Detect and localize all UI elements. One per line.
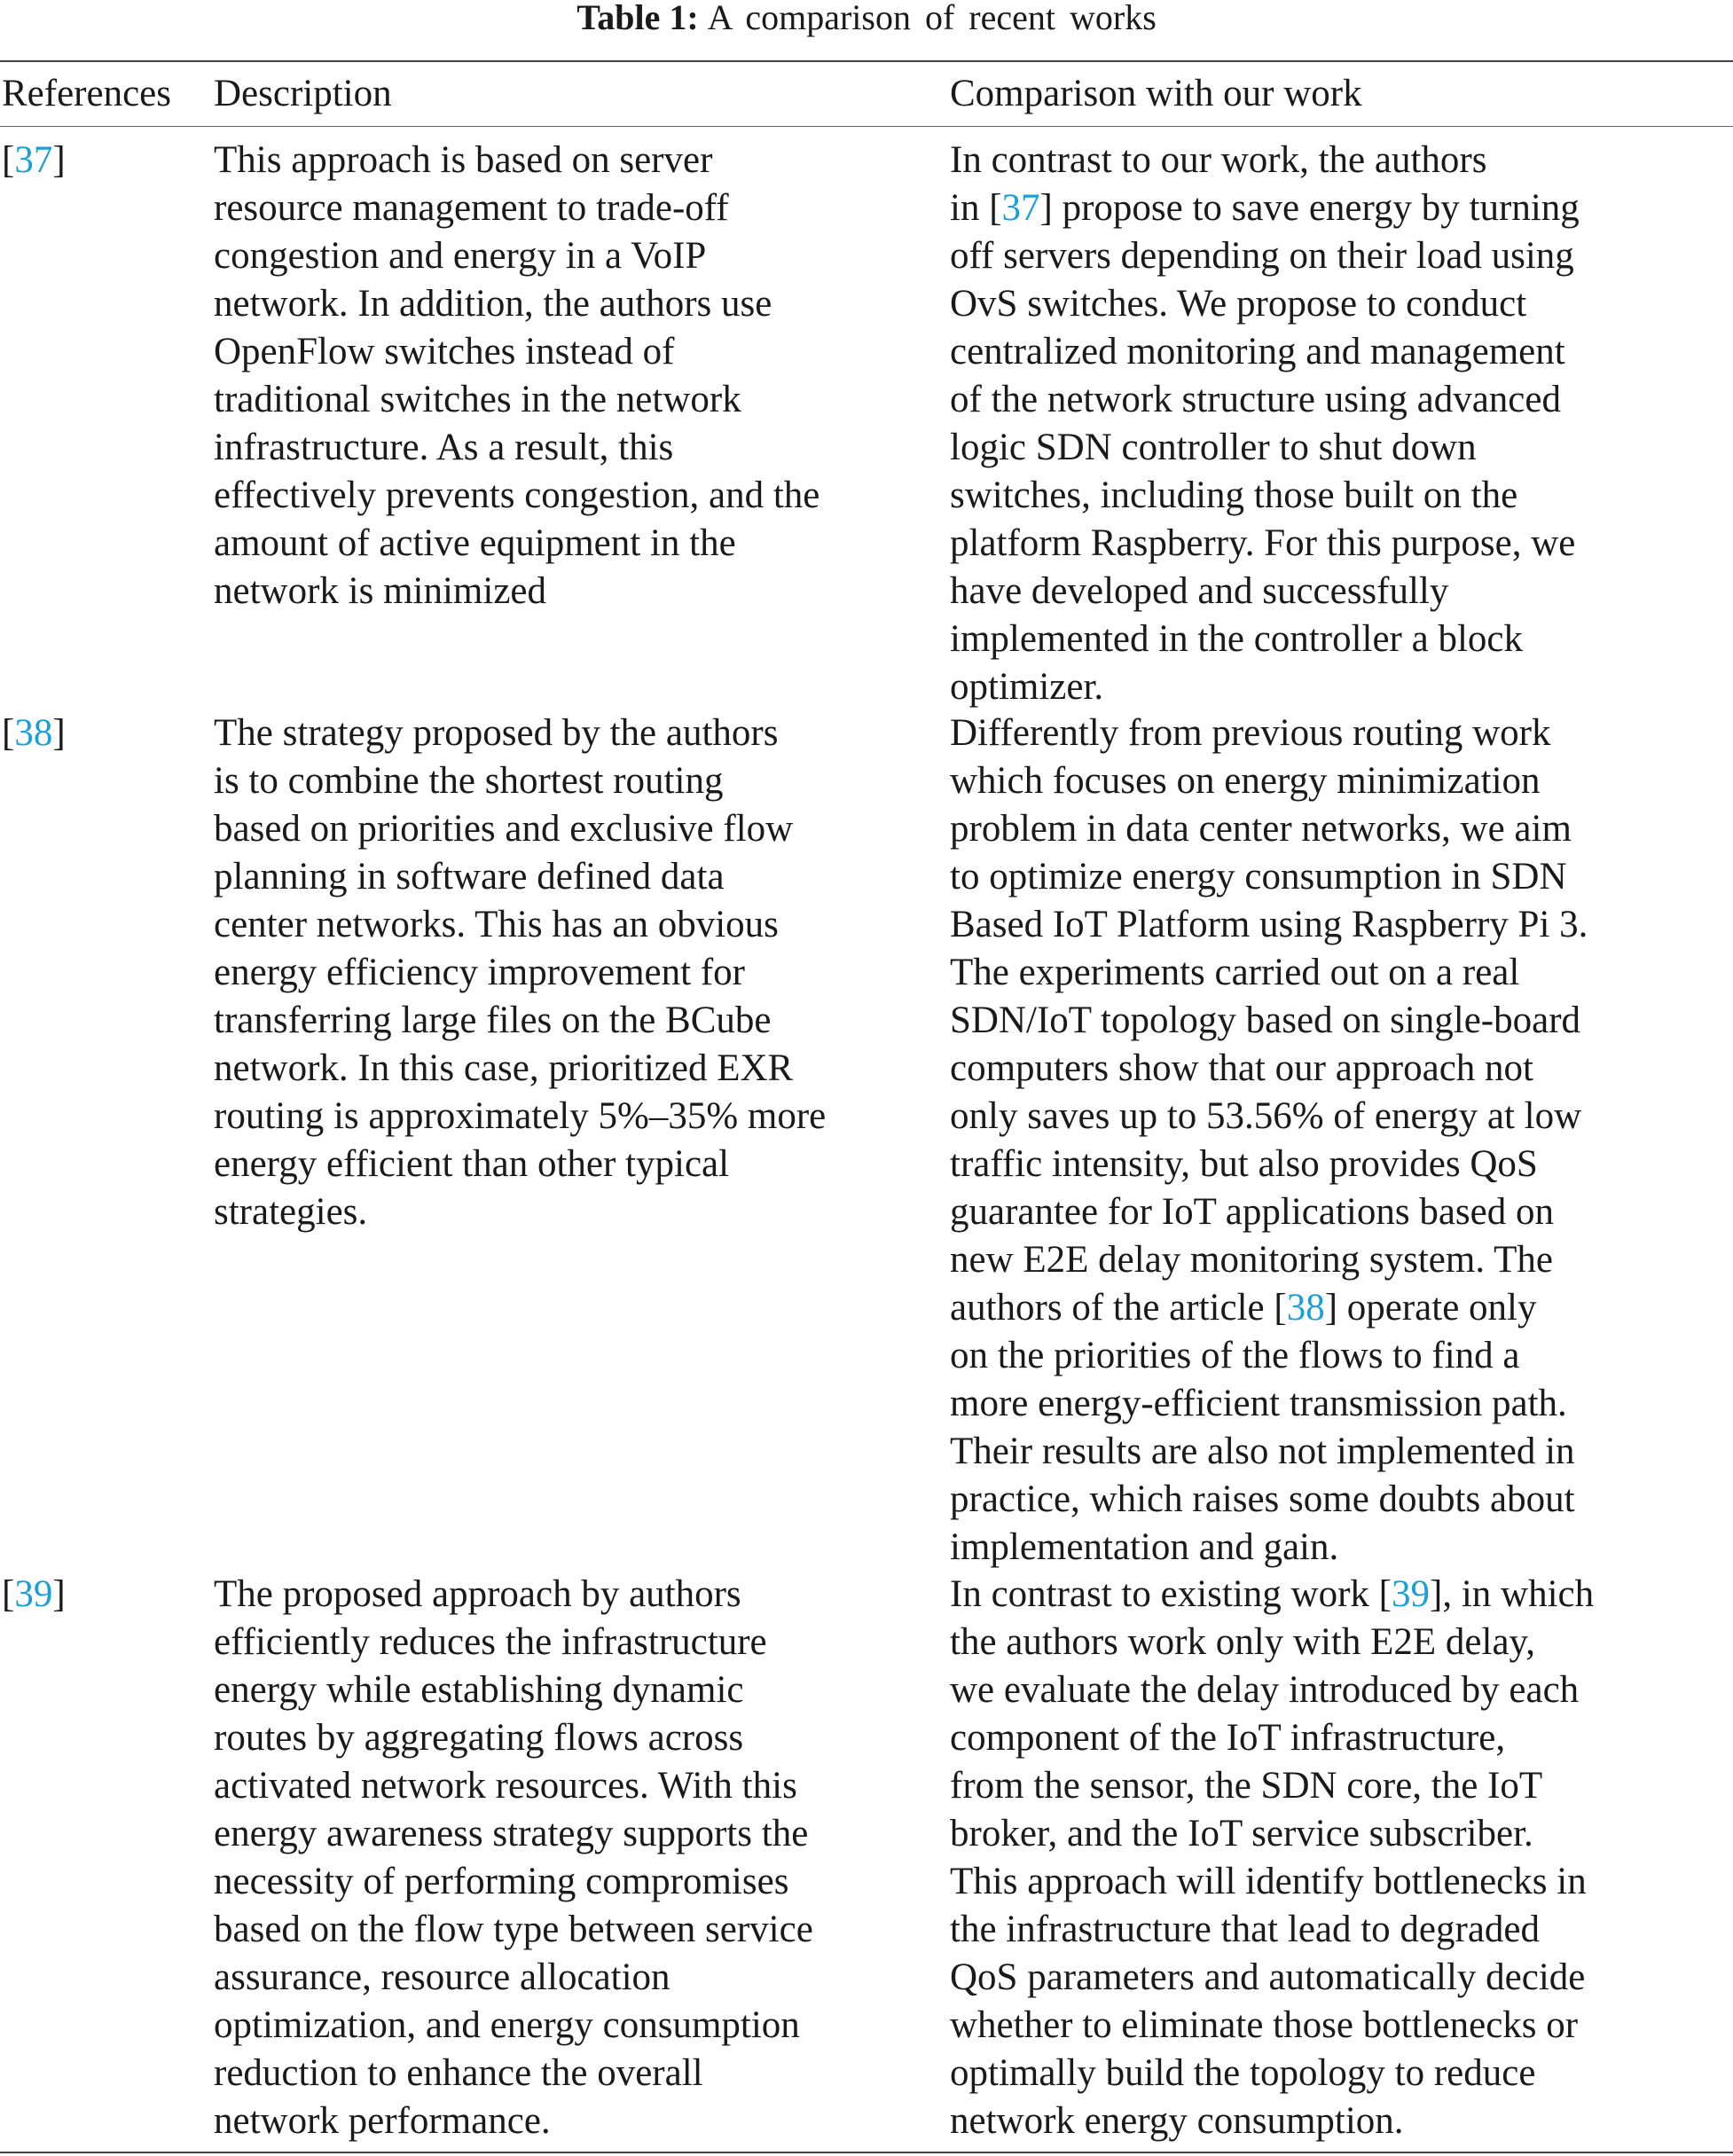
description-line: necessity of performing compromises — [214, 1861, 789, 1902]
comparison-text: ] propose to save energy by turning — [1039, 187, 1580, 229]
header-comparison: Comparison with our work — [950, 73, 1362, 114]
comparison-line: more energy-efficient transmission path. — [950, 1383, 1567, 1424]
comparison-line: Based IoT Platform using Raspberry Pi 3. — [950, 904, 1588, 945]
table-top-rule — [0, 60, 1733, 62]
description-line: OpenFlow switches instead of — [214, 331, 675, 372]
reference-cell — [2, 1571, 66, 1619]
description-line: traditional switches in the network — [214, 379, 741, 420]
description-line: The proposed approach by authors — [214, 1573, 741, 1615]
comparison-line: only saves up to 53.56% of energy at low — [950, 1095, 1582, 1137]
description-line: network is minimized — [214, 570, 546, 612]
table-bottom-rule — [0, 2152, 1733, 2153]
comparison-text: ], in which — [1430, 1573, 1595, 1615]
comparison-line: QoS parameters and automatically decide — [950, 1956, 1586, 1998]
comparison-line: off servers depending on their load using — [950, 235, 1574, 277]
ref-bracket-close: ] — [52, 139, 66, 181]
description-line: network performance. — [214, 2100, 551, 2142]
comparison-line: The experiments carried out on a real — [950, 952, 1520, 993]
description-line: energy efficient than other typical — [214, 1143, 730, 1185]
description-line: assurance, resource allocation — [214, 1956, 670, 1998]
description-line: based on priorities and exclusive flow — [214, 808, 794, 850]
citation-link[interactable]: 39 — [1392, 1573, 1430, 1615]
header-description: Description — [214, 73, 392, 114]
comparison-line: computers show that our approach not — [950, 1047, 1533, 1089]
comparison-text: ] operate only — [1324, 1287, 1537, 1329]
citation-link[interactable]: 38 — [14, 712, 53, 754]
comparison-line — [950, 1284, 1588, 1332]
comparison-line: on the priorities of the flows to find a — [950, 1335, 1520, 1376]
description-line: based on the flow type between service — [214, 1909, 813, 1950]
comparison-line: platform Raspberry. For this purpose, we — [950, 522, 1576, 564]
comparison-line: we evaluate the delay introduced by each — [950, 1669, 1580, 1711]
comparison-line: switches, including those built on the — [950, 474, 1518, 516]
comparison-line: SDN/IoT topology based on single-board — [950, 1000, 1581, 1041]
comparison-line: component of the IoT infrastructure, — [950, 1717, 1506, 1759]
description-line: amount of active equipment in the — [214, 522, 736, 564]
table-caption-label: Table 1: — [576, 0, 699, 37]
description-line: routes by aggregating flows across — [214, 1717, 744, 1759]
description-line: energy efficiency improvement for — [214, 952, 745, 993]
table-caption-text: A comparison of recent works — [707, 0, 1157, 37]
comparison-line: guarantee for IoT applications based on — [950, 1191, 1554, 1233]
description-line: center networks. This has an obvious — [214, 904, 779, 945]
table-header-rule — [0, 126, 1733, 127]
reference-cell — [2, 137, 66, 184]
comparison-text: authors of the article [ — [950, 1287, 1287, 1329]
comparison-cell — [950, 710, 1588, 1572]
ref-bracket-open: [ — [2, 1573, 15, 1615]
comparison-line: logic SDN controller to shut down — [950, 427, 1477, 468]
comparison-line: centralized monitoring and management — [950, 331, 1565, 372]
comparison-line: Differently from previous routing work — [950, 712, 1551, 754]
comparison-text: In contrast to existing work [ — [950, 1573, 1392, 1615]
description-line: effectively prevents congestion, and the — [214, 474, 820, 516]
description-line: network. In this case, prioritized EXR — [214, 1047, 794, 1089]
comparison-line: new E2E delay monitoring system. The — [950, 1239, 1553, 1281]
ref-bracket-open: [ — [2, 139, 15, 181]
comparison-line: implemented in the controller a block — [950, 618, 1523, 660]
description-cell — [214, 1571, 813, 2145]
description-line: activated network resources. With this — [214, 1765, 797, 1807]
description-line: transferring large files on the BCube — [214, 1000, 772, 1041]
description-line: congestion and energy in a VoIP — [214, 235, 707, 277]
citation-link[interactable]: 37 — [14, 139, 53, 181]
comparison-line: which focuses on energy minimization — [950, 760, 1541, 802]
description-line: optimization, and energy consumption — [214, 2004, 800, 2046]
comparison-line: have developed and successfully — [950, 570, 1449, 612]
reference-cell — [2, 710, 66, 757]
ref-bracket-close: ] — [52, 1573, 66, 1615]
citation-link[interactable]: 38 — [1286, 1287, 1325, 1329]
citation-link[interactable]: 39 — [14, 1573, 53, 1615]
comparison-line: traffic intensity, but also provides QoS — [950, 1143, 1538, 1185]
comparison-line: optimizer. — [950, 666, 1104, 708]
comparison-cell — [950, 137, 1580, 711]
description-line: is to combine the shortest routing — [214, 760, 724, 802]
comparison-cell — [950, 1571, 1594, 2145]
comparison-line: from the sensor, the SDN core, the IoT — [950, 1765, 1543, 1807]
comparison-line — [950, 184, 1580, 232]
comparison-line: the authors work only with E2E delay, — [950, 1621, 1535, 1663]
description-line: routing is approximately 5%–35% more — [214, 1095, 827, 1137]
description-line: infrastructure. As a result, this — [214, 427, 674, 468]
comparison-line: practice, which raises some doubts about — [950, 1478, 1575, 1520]
comparison-line: optimally build the topology to reduce — [950, 2052, 1536, 2094]
ref-bracket-close: ] — [52, 712, 66, 754]
comparison-line: whether to eliminate those bottlenecks or — [950, 2004, 1579, 2046]
description-cell — [214, 710, 826, 1236]
description-line: The strategy proposed by the authors — [214, 712, 779, 754]
description-line: planning in software defined data — [214, 856, 725, 898]
comparison-line: of the network structure using advanced — [950, 379, 1561, 420]
description-line: efficiently reduces the infrastructure — [214, 1621, 767, 1663]
comparison-line — [950, 1571, 1594, 1619]
comparison-line: Their results are also not implemented in — [950, 1431, 1575, 1472]
comparison-line: This approach will identify bottlenecks in — [950, 1861, 1587, 1902]
table-caption — [0, 0, 1733, 35]
ref-bracket-open: [ — [2, 712, 15, 754]
description-line: This approach is based on server — [214, 139, 713, 181]
comparison-line: broker, and the IoT service subscriber. — [950, 1813, 1533, 1854]
comparison-line: network energy consumption. — [950, 2100, 1404, 2142]
comparison-text: in [ — [950, 187, 1002, 229]
description-line: resource management to trade-off — [214, 187, 729, 229]
description-line: energy awareness strategy supports the — [214, 1813, 809, 1854]
comparison-line: OvS switches. We propose to conduct — [950, 283, 1527, 325]
description-line: network. In addition, the authors use — [214, 283, 772, 325]
description-cell — [214, 137, 819, 615]
comparison-line: implementation and gain. — [950, 1526, 1339, 1568]
header-references: References — [2, 73, 171, 114]
citation-link[interactable]: 37 — [1001, 187, 1040, 229]
comparison-line: In contrast to our work, the authors — [950, 139, 1487, 181]
description-line: reduction to enhance the overall — [214, 2052, 703, 2094]
comparison-line: to optimize energy consumption in SDN — [950, 856, 1567, 898]
description-line: energy while establishing dynamic — [214, 1669, 744, 1711]
comparison-line: the infrastructure that lead to degraded — [950, 1909, 1541, 1950]
comparison-line: problem in data center networks, we aim — [950, 808, 1572, 850]
description-line: strategies. — [214, 1191, 368, 1233]
